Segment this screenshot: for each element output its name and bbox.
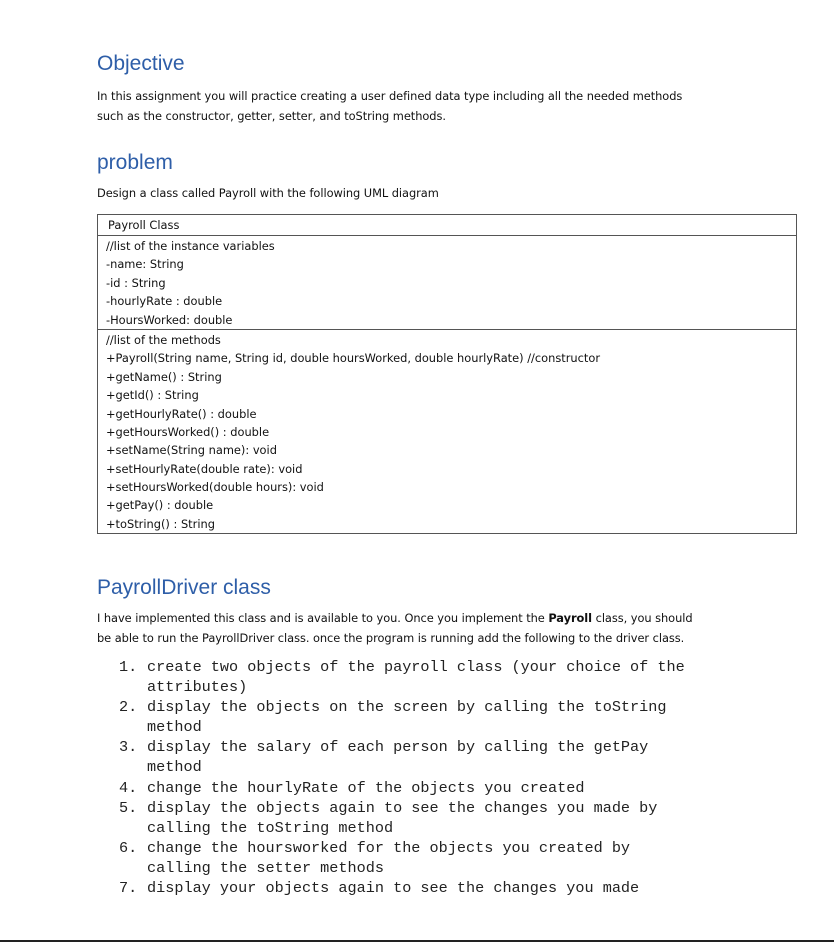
objective-heading: Objective — [97, 52, 185, 75]
step-item — [119, 737, 759, 777]
uml-method-line: +getHoursWorked() : double — [106, 424, 270, 439]
objective-text-line-2: such as the constructor, getter, setter, and toString methods. — [97, 109, 446, 123]
uml-diagram — [97, 214, 797, 534]
step-text-line: method — [147, 718, 202, 737]
step-number: 4. — [119, 778, 138, 797]
step-number: 7. — [119, 879, 138, 898]
uml-method-line: +setName(String name): void — [106, 443, 277, 458]
step-item — [119, 697, 759, 737]
driver-text — [97, 608, 797, 648]
step-item — [119, 657, 759, 697]
step-number: 5. — [119, 798, 138, 817]
driver-text-line-2: be able to run the PayrollDriver class. once the program is running add the following to the driver class. — [97, 631, 685, 645]
step-item — [119, 798, 759, 838]
step-text-line: attributes) — [147, 678, 248, 697]
uml-method-line: +getId() : String — [106, 388, 199, 403]
step-text-line: create two objects of the payroll class (your choice of the — [147, 658, 685, 676]
step-number: 2. — [119, 698, 138, 717]
uml-method-line: //list of the methods — [106, 332, 221, 347]
step-text-line: calling the setter methods — [147, 858, 384, 877]
uml-variable-line: -HoursWorked: double — [106, 312, 233, 327]
step-item — [119, 778, 759, 798]
uml-class-name: Payroll Class — [98, 215, 796, 236]
driver-text-post: class, you should — [592, 611, 693, 625]
problem-heading: problem — [97, 151, 173, 174]
step-text-line: display the objects again to see the changes you made by — [147, 798, 658, 817]
step-text-line: display the objects on the screen by calling the toString — [147, 698, 667, 717]
step-number: 3. — [119, 738, 138, 757]
step-text-line: method — [147, 758, 202, 777]
page-bottom-rule — [0, 940, 834, 942]
step-item — [119, 838, 759, 878]
objective-text — [97, 86, 797, 126]
step-number: 1. — [119, 658, 138, 676]
uml-method-line: +setHoursWorked(double hours): void — [106, 480, 324, 495]
step-text-line: change the hoursworked for the objects you created by — [147, 838, 631, 857]
uml-method-line: +getPay() : double — [106, 498, 214, 513]
step-text-line: display your objects again to see the changes you made — [147, 879, 640, 898]
step-text-line: display the salary of each person by calling the getPay — [147, 738, 649, 757]
uml-variable-line: -hourlyRate : double — [106, 294, 223, 309]
uml-variable-line: -id : String — [106, 275, 166, 290]
objective-text-line-1: In this assignment you will practice creating a user defined data type including all the needed methods — [97, 89, 683, 103]
driver-text-pre: I have implemented this class and is available to you. Once you implement the — [97, 611, 549, 625]
step-item — [119, 878, 759, 898]
problem-text: Design a class called Payroll with the following UML diagram — [97, 186, 439, 200]
uml-method-line: +setHourlyRate(double rate): void — [106, 461, 303, 476]
uml-variable-line: //list of the instance variables — [106, 239, 275, 253]
step-text-line: change the hourlyRate of the objects you created — [147, 778, 585, 797]
uml-method-line: +getHourlyRate() : double — [106, 406, 257, 421]
uml-method-line: +getName() : String — [106, 369, 222, 384]
uml-methods-section — [98, 330, 796, 533]
step-text-line: calling the toString method — [147, 818, 394, 837]
driver-text-bold: Payroll — [548, 611, 593, 625]
driver-heading: PayrollDriver class — [97, 576, 271, 599]
uml-variable-line: -name: String — [106, 257, 184, 272]
steps-list — [119, 657, 759, 898]
uml-method-line: +Payroll(String name, String id, double hoursWorked, double hourlyRate) //constructor — [106, 351, 601, 366]
uml-variables-section — [98, 236, 796, 330]
step-number: 6. — [119, 838, 138, 857]
uml-method-line: +toString() : String — [106, 516, 215, 531]
driver-text-line-1 — [97, 608, 797, 628]
